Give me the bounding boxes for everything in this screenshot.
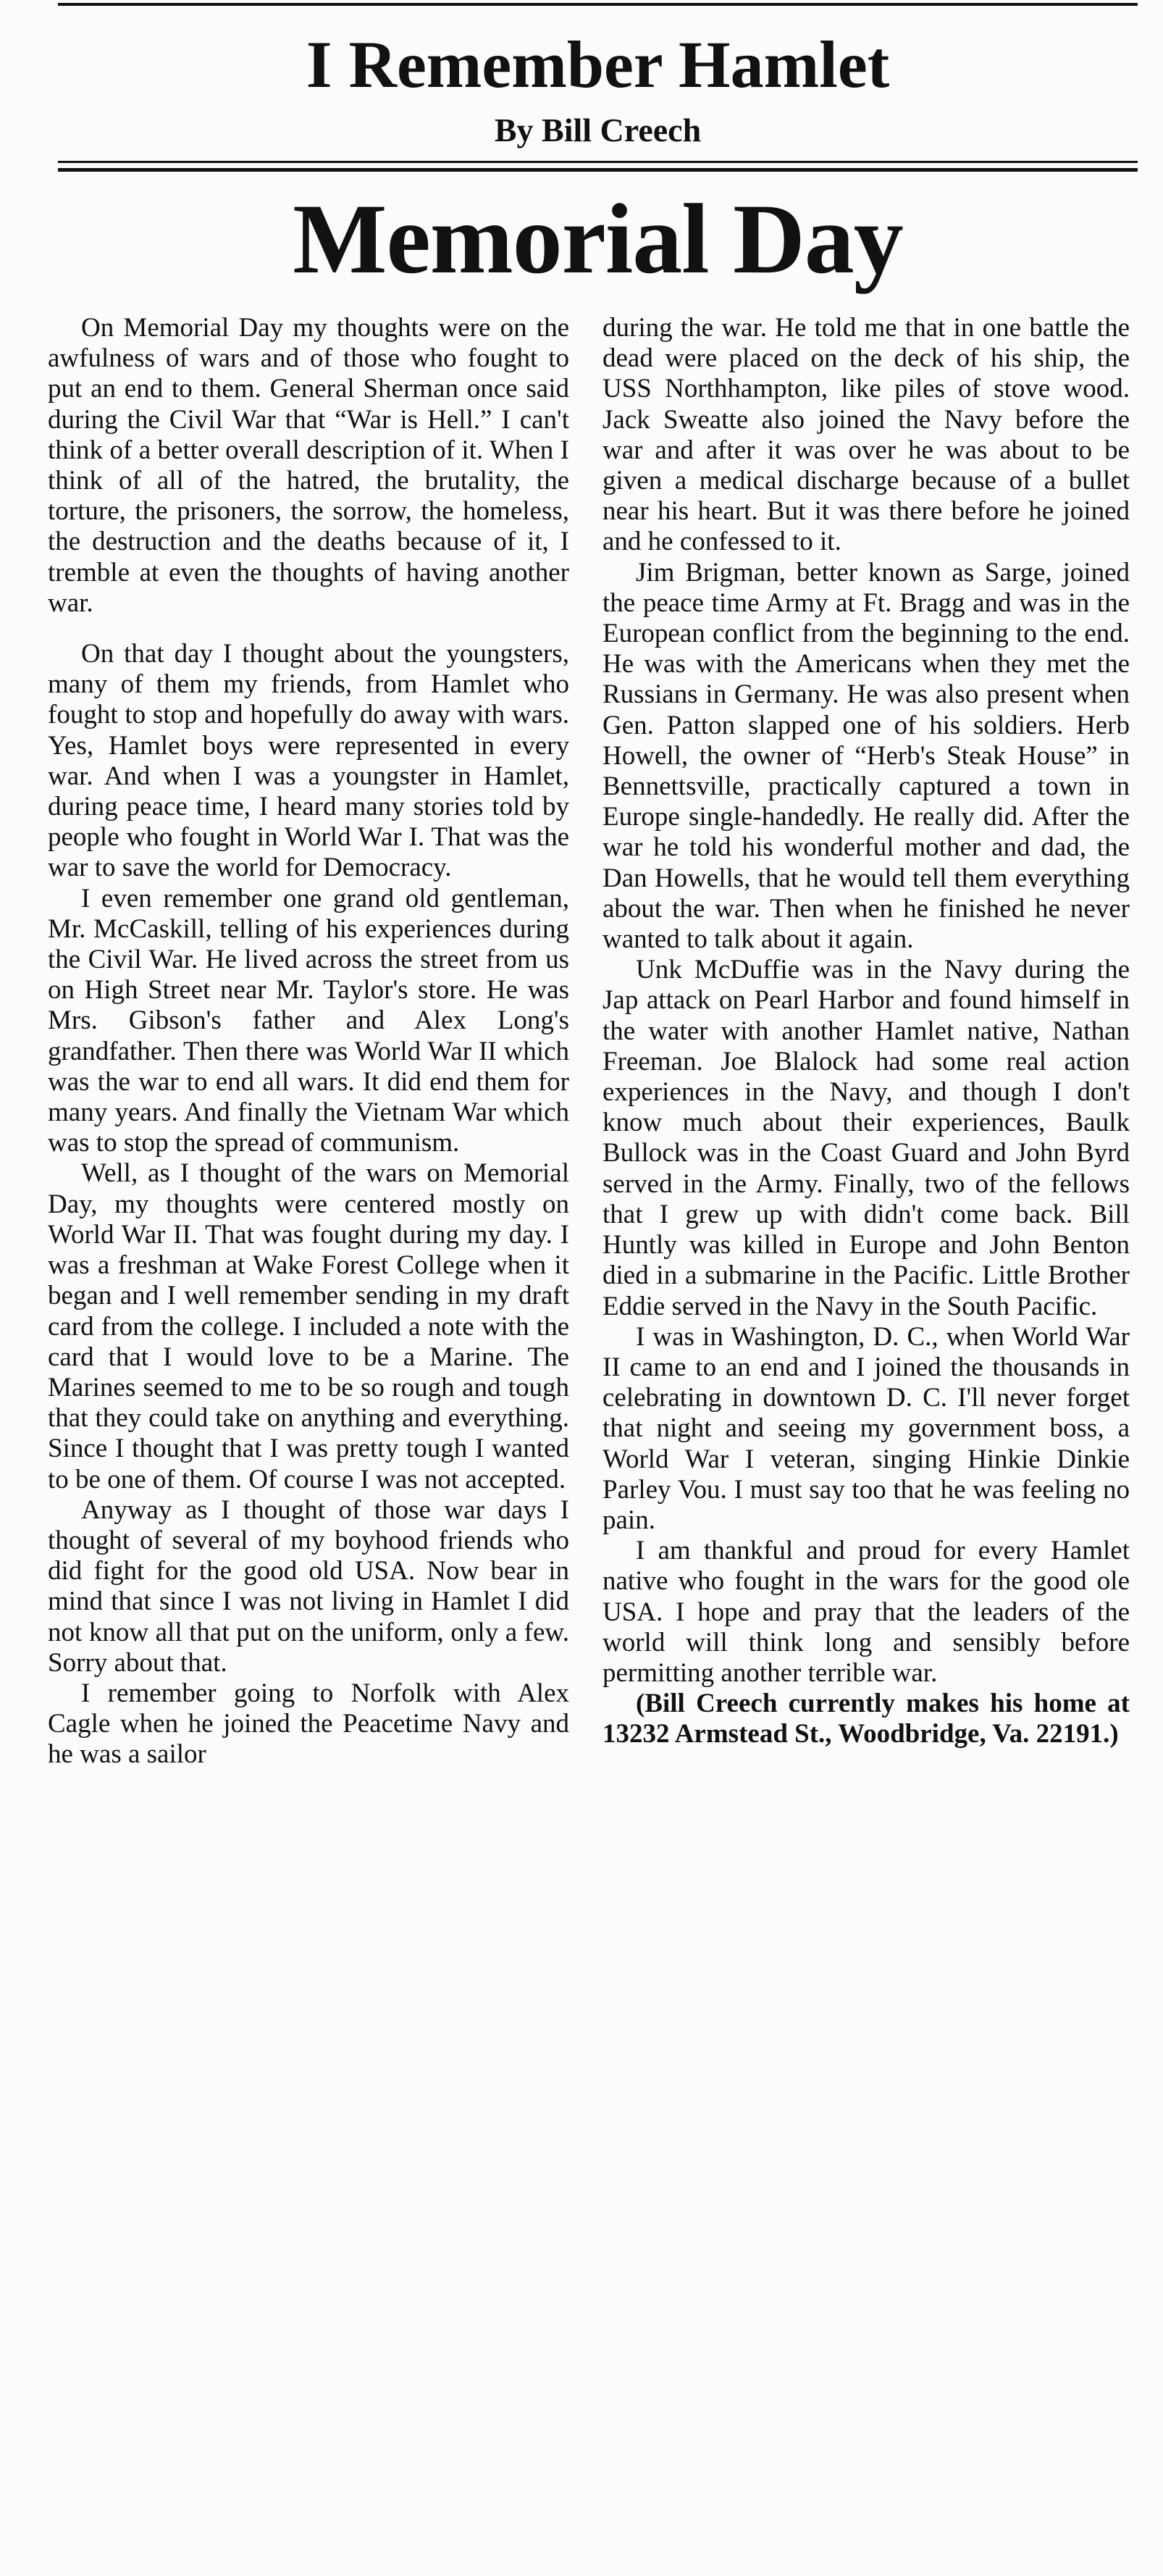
divider-rule-thick [58, 168, 1138, 172]
top-rule [58, 3, 1138, 6]
article-column-left [48, 313, 569, 1770]
paragraph: during the war. He told me that in one battle the dead were placed on the deck of his ship, the USS Northhampton, like piles of stove wood. Jack Sweatte also joined the Navy before the war and after it was over he was about to be given a medical discharge because of a bullet near his heart. But it was there before he joined and he confessed to it. [603, 313, 1130, 557]
paragraph: I even remember one grand old gentleman, Mr. McCaskill, telling of his experiences during the Civil War. He lived across the street from us on High Street near Mr. Taylor's store. He was Mrs. Gibson's father and Alex Long's grandfather. Then there was World War II which was the war to end all wars. It did end them for many years. And finally the Vietnam War which was to stop the spread of communism. [48, 883, 569, 1158]
column-title: I Remember Hamlet [306, 28, 890, 101]
headline: Memorial Day [293, 183, 903, 294]
paragraph: Unk McDuffie was in the Navy during the Jap attack on Pearl Harbor and found himself in the water with another Hamlet native, Nathan Freeman. Joe Blalock had some real action experiences in the Navy, and though I don't know much about their experiences, Baulk Bullock was in the Coast Guard and John Byrd served in the Army. Finally, two of the fellows that I grew up with didn't come back. Bill Huntly was killed in Europe and John Benton died in a submarine in the Pacific. Little Brother Eddie served in the Navy in the South Pacific. [603, 955, 1130, 1321]
divider-rule-thin [58, 161, 1138, 163]
byline: By Bill Creech [494, 112, 702, 149]
paragraph: I was in Washington, D. C., when World War II came to an end and I joined the thousands in celebrating in downtown D. C. I'll never forget that night and seeing my government boss, a World War I veteran, singing Hinkie Dinkie Parley Vou. I must say too that he was feeling no pain. [603, 1321, 1130, 1535]
paragraph: Jim Brigman, better known as Sarge, joined the peace time Army at Ft. Bragg and was in the European conflict from the beginning to the end. He was with the Americans when they met the Russians in Germany. He was also present when Gen. Patton slapped one of his soldiers. Herb Howell, the owner of “Herb's Steak House” in Bennettsville, practically captured a town in Europe single-handedly. He really did. After the war he told his wonderful mother and dad, the Dan Howells, that he would tell them everything about the war. Then when he finished he never wanted to talk about it again. [603, 557, 1130, 955]
paragraph: I am thankful and proud for every Hamlet native who fought in the wars for the good ole USA. I hope and pray that the leaders of the world will think long and sensibly before permitting another terrible war. [603, 1536, 1130, 1688]
paragraph: I remember going to Norfolk with Alex Cagle when he joined the Peacetime Navy and he was a sailor [48, 1678, 569, 1770]
article-column-right [603, 313, 1130, 1750]
paragraph: Well, as I thought of the wars on Memorial Day, my thoughts were centered mostly on World War II. That was fought during my day. I was a freshman at Wake Forest College when it began and I well remember sending in my draft card from the college. I included a note with the card that I would love to be a Marine. The Marines seemed to me to be so rough and tough that they could take on anything and everything. Since I thought that I was pretty tough I wanted to be one of them. Of course I was not accepted. [48, 1158, 569, 1494]
paragraph: On Memorial Day my thoughts were on the awfulness of wars and of those who fought to put an end to them. General Sherman once said during the Civil War that “War is Hell.” I can't think of a better overall description of it. When I think of all of the hatred, the brutality, the torture, the prisoners, the sorrow, the homeless, the destruction and the deaths because of it, I tremble at even the thoughts of having another war. [48, 313, 569, 618]
paragraph: Anyway as I thought of those war days I thought of several of my boyhood friends who did fight for the good old USA. Now bear in mind that since I was not living in Hamlet I did not know all that put on the uniform, only a few. Sorry about that. [48, 1494, 569, 1678]
author-note: (Bill Creech currently makes his home at 13232 Armstead St., Woodbridge, Va. 22191.) [603, 1689, 1130, 1749]
paragraph: On that day I thought about the youngsters, many of them my friends, from Hamlet who fought to stop and hopefully do away with wars. Yes, Hamlet boys were represented in every war. And when I was a youngster in Hamlet, during peace time, I heard many stories told by people who fought in World War I. That was the war to save the world for Democracy. [48, 639, 569, 883]
